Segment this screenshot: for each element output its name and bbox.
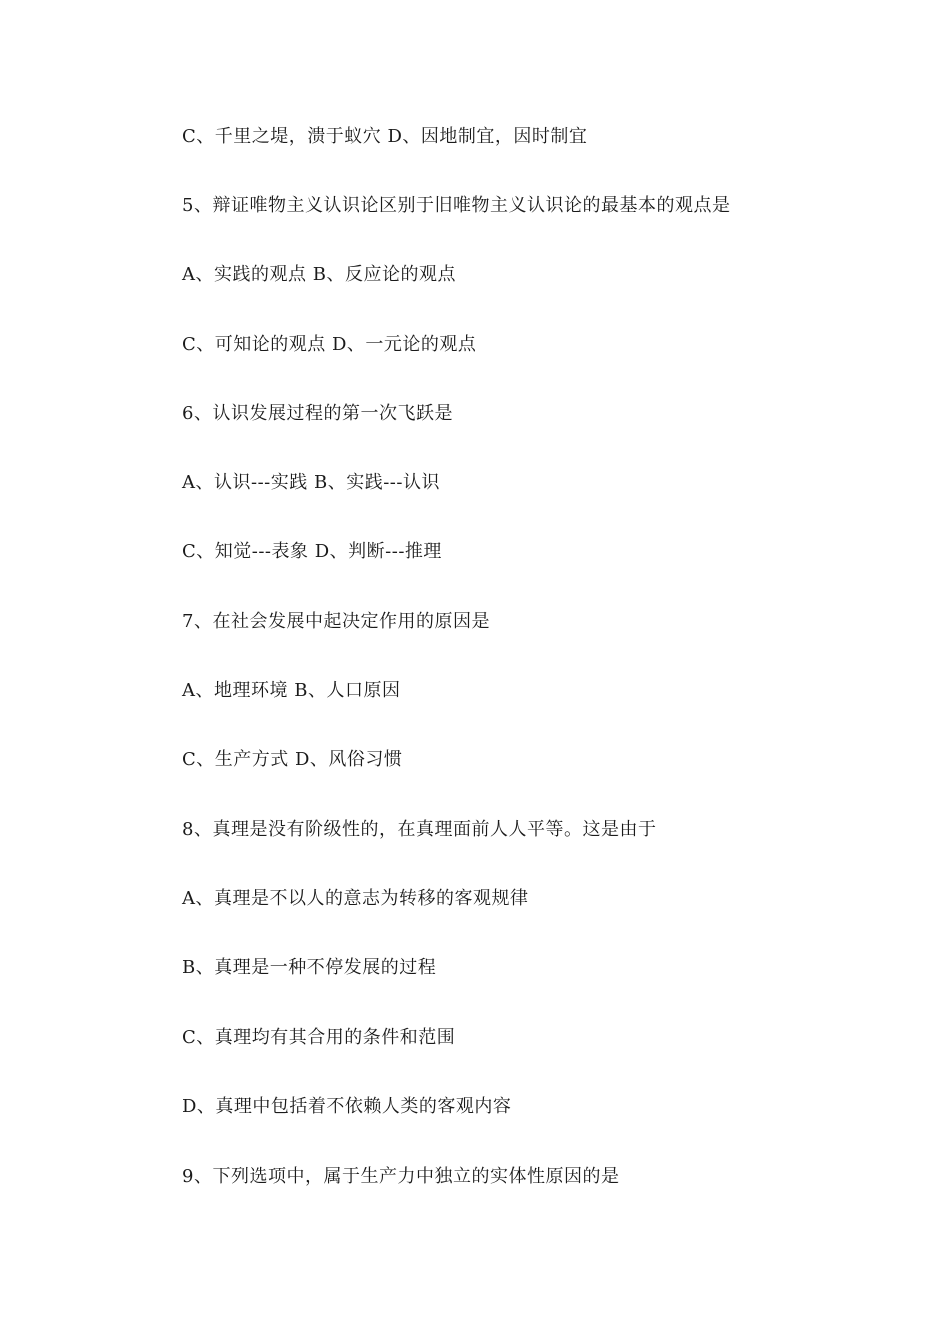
answer-options-line: C、知觉---表象 D、判断---推理 xyxy=(182,541,442,562)
answer-option-a: A、真理是不以人的意志为转移的客观规律 xyxy=(182,888,529,909)
answer-options-line: C、千里之堤，溃于蚁穴 D、因地制宜，因时制宜 xyxy=(182,126,588,147)
answer-options-line: A、认识---实践 B、实践---认识 xyxy=(182,472,440,493)
answer-options-line: A、实践的观点 B、反应论的观点 xyxy=(182,264,456,285)
answer-option-b: B、真理是一种不停发展的过程 xyxy=(182,957,437,978)
answer-options-line: C、生产方式 D、风俗习惯 xyxy=(182,749,403,770)
question-6: 6、认识发展过程的第一次飞跃是 xyxy=(182,403,453,424)
answer-option-d: D、真理中包括着不依赖人类的客观内容 xyxy=(182,1096,512,1117)
question-9: 9、下列选项中，属于生产力中独立的实体性原因的是 xyxy=(182,1166,620,1187)
question-5: 5、辩证唯物主义认识论区别于旧唯物主义认识论的最基本的观点是 xyxy=(182,195,731,216)
answer-options-line: A、地理环境 B、人口原因 xyxy=(182,680,401,701)
question-7: 7、在社会发展中起决定作用的原因是 xyxy=(182,611,490,632)
answer-option-c: C、真理均有其合用的条件和范围 xyxy=(182,1027,456,1048)
question-8: 8、真理是没有阶级性的，在真理面前人人平等。这是由于 xyxy=(182,819,657,840)
answer-options-line: C、可知论的观点 D、一元论的观点 xyxy=(182,334,477,355)
